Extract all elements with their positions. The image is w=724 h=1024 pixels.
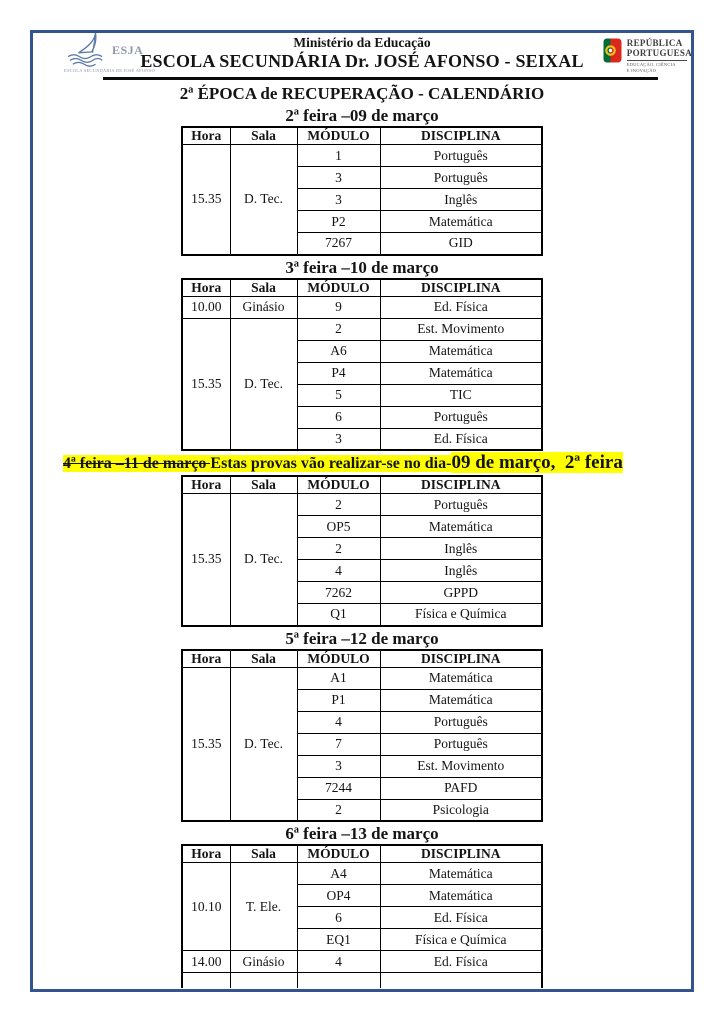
modulo-cell: 6 bbox=[297, 907, 380, 929]
sala-cell: D. Tec. bbox=[230, 145, 297, 255]
disciplina-cell: Matemática bbox=[380, 516, 542, 538]
modulo-cell: A6 bbox=[297, 340, 380, 362]
column-header: DISCIPLINA bbox=[380, 476, 542, 494]
exam-table-3 bbox=[181, 649, 543, 823]
sala-cell: T. Ele. bbox=[230, 863, 297, 951]
modulo-cell: P1 bbox=[297, 689, 380, 711]
gov-sub1: EDUCAÇÃO, CIÊNCIA bbox=[626, 62, 676, 67]
modulo-cell: 6 bbox=[297, 406, 380, 428]
modulo-cell: 7267 bbox=[297, 233, 380, 255]
disciplina-cell: Física e Química bbox=[380, 929, 542, 951]
column-header: MÓDULO bbox=[297, 476, 380, 494]
column-header: MÓDULO bbox=[297, 127, 380, 145]
disciplina-cell: Psicologia bbox=[380, 799, 542, 821]
table-row bbox=[182, 296, 542, 318]
hora-cell: 15.35 bbox=[182, 667, 230, 821]
disciplina-cell: Inglês bbox=[380, 189, 542, 211]
header-row bbox=[182, 279, 542, 297]
disciplina-cell: Matemática bbox=[380, 667, 542, 689]
table-row bbox=[182, 494, 542, 516]
disciplina-cell: Ed. Física bbox=[380, 428, 542, 450]
disciplina-cell: Est. Movimento bbox=[380, 318, 542, 340]
empty-cell bbox=[182, 973, 230, 989]
modulo-cell: EQ1 bbox=[297, 929, 380, 951]
hora-cell: 10.10 bbox=[182, 863, 230, 951]
modulo-cell: Q1 bbox=[297, 604, 380, 626]
column-header: Hora bbox=[182, 845, 230, 863]
disciplina-cell: Ed. Física bbox=[380, 907, 542, 929]
header-row bbox=[182, 476, 542, 494]
exam-table-2 bbox=[181, 475, 543, 627]
sala-cell: D. Tec. bbox=[230, 667, 297, 821]
truncated-table-container bbox=[0, 844, 724, 988]
calendar-sections bbox=[0, 106, 724, 988]
section-title-3: 5ª feira –12 de março bbox=[285, 628, 439, 648]
table-row bbox=[182, 145, 542, 167]
notice-cancelled-date: 4ª feira –11 de março bbox=[63, 455, 211, 472]
hora-cell: 15.35 bbox=[182, 145, 230, 255]
disciplina-cell: Português bbox=[380, 167, 542, 189]
disciplina-cell: Inglês bbox=[380, 538, 542, 560]
column-header: MÓDULO bbox=[297, 279, 380, 297]
modulo-cell: 3 bbox=[297, 428, 380, 450]
header-row bbox=[182, 127, 542, 145]
sala-cell: D. Tec. bbox=[230, 318, 297, 450]
column-header: Sala bbox=[230, 476, 297, 494]
sala-cell: Ginásio bbox=[230, 296, 297, 318]
disciplina-cell: Est. Movimento bbox=[380, 755, 542, 777]
modulo-cell: 4 bbox=[297, 711, 380, 733]
modulo-cell: 2 bbox=[297, 318, 380, 340]
modulo-cell: 3 bbox=[297, 755, 380, 777]
modulo-cell: 4 bbox=[297, 951, 380, 973]
portugal-flag-icon bbox=[603, 38, 622, 64]
notice-text: Estas provas vão realizar-se no dia bbox=[210, 455, 447, 472]
modulo-cell: 2 bbox=[297, 538, 380, 560]
modulo-cell: 9 bbox=[297, 296, 380, 318]
table-row bbox=[182, 951, 542, 973]
sala-cell: D. Tec. bbox=[230, 494, 297, 626]
section-title-1: 3ª feira –10 de março bbox=[285, 257, 439, 277]
sala-cell: Ginásio bbox=[230, 951, 297, 973]
disciplina-cell: Ed. Física bbox=[380, 951, 542, 973]
modulo-cell: 5 bbox=[297, 384, 380, 406]
empty-cell bbox=[380, 973, 542, 989]
modulo-cell: A4 bbox=[297, 863, 380, 885]
modulo-cell: 1 bbox=[297, 145, 380, 167]
disciplina-cell: GPPD bbox=[380, 582, 542, 604]
school-logo-subtext: ESCOLA SECUNDÁRIA DE JOSÉ AFONSO bbox=[64, 68, 155, 73]
hora-cell: 14.00 bbox=[182, 951, 230, 973]
disciplina-cell: Português bbox=[380, 733, 542, 755]
gov-sub2: E INOVAÇÃO bbox=[626, 67, 657, 73]
modulo-cell: 3 bbox=[297, 189, 380, 211]
modulo-cell: P4 bbox=[297, 362, 380, 384]
modulo-cell: 7244 bbox=[297, 777, 380, 799]
modulo-cell: P2 bbox=[297, 211, 380, 233]
section-title-4: 6ª feira –13 de março bbox=[285, 824, 439, 843]
disciplina-cell: Matemática bbox=[380, 689, 542, 711]
modulo-cell: 3 bbox=[297, 167, 380, 189]
page-title: 2ª ÉPOCA de RECUPERAÇÃO - CALENDÁRIO bbox=[179, 84, 545, 103]
column-header: DISCIPLINA bbox=[380, 279, 542, 297]
column-header: Sala bbox=[230, 650, 297, 668]
modulo-cell: 4 bbox=[297, 560, 380, 582]
gov-divider bbox=[627, 60, 687, 61]
disciplina-cell: Matemática bbox=[380, 863, 542, 885]
hora-cell: 15.35 bbox=[182, 494, 230, 626]
empty-cell bbox=[297, 973, 380, 989]
disciplina-cell: Português bbox=[380, 711, 542, 733]
document-header bbox=[0, 34, 724, 76]
modulo-cell: 2 bbox=[297, 494, 380, 516]
column-header: Hora bbox=[182, 650, 230, 668]
exam-table-0 bbox=[181, 126, 543, 256]
disciplina-cell: Matemática bbox=[380, 340, 542, 362]
gov-logo bbox=[603, 38, 692, 73]
column-header: Sala bbox=[230, 127, 297, 145]
disciplina-cell: Português bbox=[380, 145, 542, 167]
column-header: DISCIPLINA bbox=[380, 127, 542, 145]
truncated-row bbox=[182, 973, 542, 989]
column-header: Hora bbox=[182, 279, 230, 297]
disciplina-cell: Física e Química bbox=[380, 604, 542, 626]
column-header: MÓDULO bbox=[297, 845, 380, 863]
modulo-cell: OP5 bbox=[297, 516, 380, 538]
disciplina-cell: Matemática bbox=[380, 362, 542, 384]
table-row bbox=[182, 863, 542, 885]
header-row bbox=[182, 650, 542, 668]
exam-notice bbox=[63, 452, 724, 474]
disciplina-cell: Português bbox=[380, 406, 542, 428]
school-name: ESCOLA SECUNDÁRIA Dr. JOSÉ AFONSO - SEIXAL bbox=[140, 51, 584, 71]
column-header: Hora bbox=[182, 127, 230, 145]
column-header: Sala bbox=[230, 279, 297, 297]
exam-table-4 bbox=[181, 844, 543, 988]
column-header: Sala bbox=[230, 845, 297, 863]
gov-line1: REPÚBLICA bbox=[626, 38, 683, 48]
disciplina-cell: Matemática bbox=[380, 211, 542, 233]
modulo-cell: 7 bbox=[297, 733, 380, 755]
table-row bbox=[182, 667, 542, 689]
header-row bbox=[182, 845, 542, 863]
gov-logo-text bbox=[627, 38, 692, 73]
hora-cell: 10.00 bbox=[182, 296, 230, 318]
modulo-cell: 7262 bbox=[297, 582, 380, 604]
empty-cell bbox=[230, 973, 297, 989]
disciplina-cell: TIC bbox=[380, 384, 542, 406]
header-divider bbox=[103, 77, 658, 80]
modulo-cell: OP4 bbox=[297, 885, 380, 907]
column-header: Hora bbox=[182, 476, 230, 494]
ministry-title: Ministério da Educação bbox=[293, 35, 431, 50]
modulo-cell: 2 bbox=[297, 799, 380, 821]
column-header: DISCIPLINA bbox=[380, 845, 542, 863]
table-row bbox=[182, 318, 542, 340]
notice-new-date: 09 de março, 2ª feira bbox=[451, 452, 623, 473]
hora-cell: 15.35 bbox=[182, 318, 230, 450]
column-header: DISCIPLINA bbox=[380, 650, 542, 668]
disciplina-cell: Ed. Física bbox=[380, 296, 542, 318]
disciplina-cell: Inglês bbox=[380, 560, 542, 582]
disciplina-cell: Matemática bbox=[380, 885, 542, 907]
exam-table-1 bbox=[181, 278, 543, 452]
disciplina-cell: GID bbox=[380, 233, 542, 255]
modulo-cell: A1 bbox=[297, 667, 380, 689]
gov-line2: PORTUGUESA bbox=[626, 48, 692, 58]
disciplina-cell: Português bbox=[380, 494, 542, 516]
column-header: MÓDULO bbox=[297, 650, 380, 668]
disciplina-cell: PAFD bbox=[380, 777, 542, 799]
school-logo-acronym: ESJA bbox=[112, 42, 144, 57]
notice-dash: - bbox=[446, 455, 452, 472]
section-title-0: 2ª feira –09 de março bbox=[285, 106, 439, 125]
